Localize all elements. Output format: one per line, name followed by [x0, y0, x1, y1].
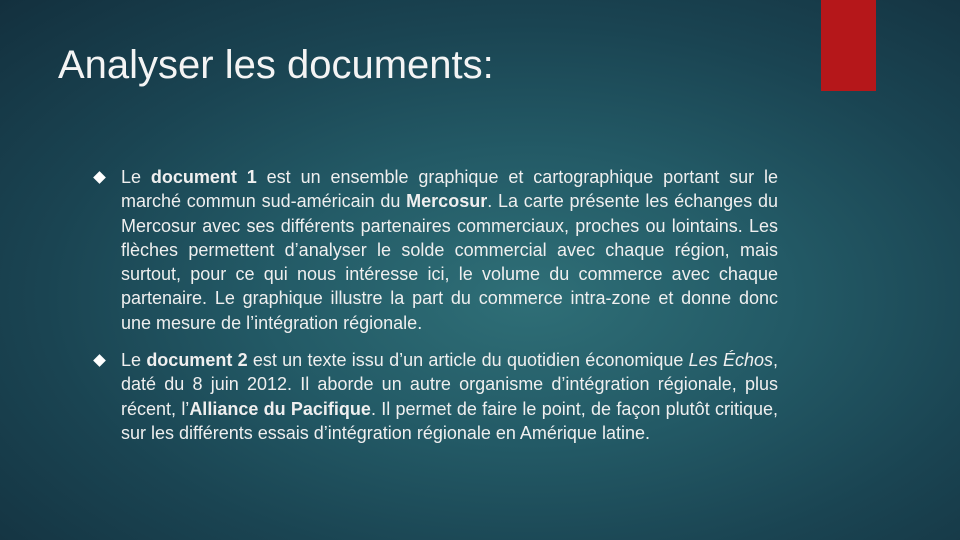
text-segment: est un texte issu d’un article du quotidien économique — [247, 350, 689, 371]
text-segment-bold: Mercosur — [406, 191, 488, 212]
text-segment: . Il permet de faire le point, de façon plutôt critique, sur les différents essais d’intégration régionale en Amérique latine. — [121, 398, 779, 443]
text-segment: Le — [121, 167, 151, 187]
bullet-document-2 — [95, 348, 778, 445]
text-segment: . La carte présente les échanges du Mercosur avec ses différents partenaires commerciaux, proches ou lointains. Les flèches permettent d’analyser le solde commercial avec chaque région, mais surtout, pour ce qui nous intéresse ici, le volume du commerce avec chaque partenaire. Le graphique illustre la part du commerce intra-zone et donne donc une mesure de l’intégration régionale. — [121, 191, 778, 333]
text-segment: est un ensemble graphique et cartographique portant sur le marché commun sud-américain du — [121, 167, 778, 212]
red-accent-tab — [821, 0, 876, 91]
slide-title: Analyser les documents: — [58, 43, 494, 87]
text-segment-bold: Alliance du Pacifique — [189, 398, 371, 419]
text-segment-italic: Les Échos — [688, 350, 773, 371]
text-segment-bold: document 2 — [146, 350, 248, 371]
diamond-bullet-icon — [93, 354, 106, 367]
text-segment: Le — [121, 350, 147, 371]
bullet-document-1 — [95, 165, 778, 335]
text-segment: , daté du 8 juin 2012. Il aborde un autre organisme d’intégration régionale, plus récent, l’ — [121, 350, 778, 419]
text-segment-bold: document 1 — [150, 167, 257, 187]
bullet-list — [95, 165, 778, 458]
diamond-bullet-icon — [93, 171, 106, 184]
